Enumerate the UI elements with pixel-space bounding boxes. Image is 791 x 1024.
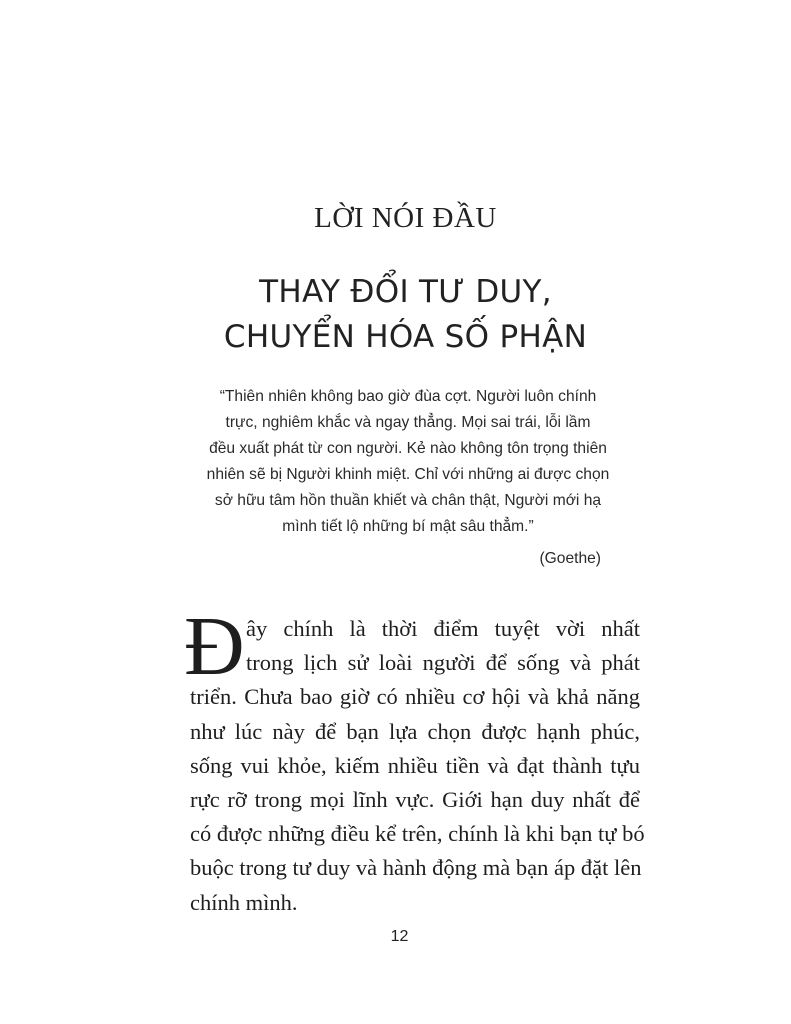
page-number: 12 (390, 928, 409, 945)
body-paragraph (184, 600, 645, 920)
epigraph-line: mình tiết lộ những bí mật sâu thẳm.” (282, 518, 534, 535)
body-line: ây chính là thời điểm tuyệt vời nhất (246, 616, 640, 641)
body-line: chính mình. (190, 889, 298, 915)
body-line: rực rỡ trong mọi lĩnh vực. Giới hạn duy nhất để (190, 786, 640, 812)
body-line: sống vui khỏe, kiếm nhiều tiền và đạt thành tựu (190, 752, 640, 778)
epigraph-line: nhiên sẽ bị Người khinh miệt. Chỉ với những ai được chọn (206, 466, 610, 483)
drop-cap: Đ (184, 600, 245, 693)
chapter-title (0, 270, 791, 360)
epigraph-line: trực, nghiêm khắc và ngay thẳng. Mọi sai trái, lỗi lầm (225, 414, 591, 431)
chapter-title-line-1: THAY ĐỔI TƯ DUY, (259, 274, 552, 310)
body-line: trong lịch sử loài người để sống và phát (246, 650, 640, 676)
body-line: triển. Chưa bao giờ có nhiều cơ hội và khả năng (190, 684, 640, 710)
body-line: như lúc này để bạn lựa chọn được hạnh phúc, (190, 718, 640, 744)
epigraph-quote (178, 384, 638, 540)
body-line: buộc trong tư duy và hành động mà bạn áp đặt lên (190, 855, 642, 881)
epigraph-attribution: (Goethe) (539, 550, 601, 567)
epigraph-line: đều xuất phát từ con người. Kẻ nào không tôn trọng thiên (209, 440, 607, 457)
section-label: LỜI NÓI ĐẦU (314, 202, 497, 234)
epigraph-line: sở hữu tâm hồn thuần khiết và chân thật, Người mới hạ (214, 492, 602, 509)
chapter-title-line-2: CHUYỂN HÓA SỐ PHẬN (223, 319, 588, 355)
epigraph-line: “Thiên nhiên không bao giờ đùa cợt. Người luôn chính (219, 388, 597, 405)
body-line: có được những điều kể trên, chính là khi bạn tự bó (190, 821, 645, 847)
